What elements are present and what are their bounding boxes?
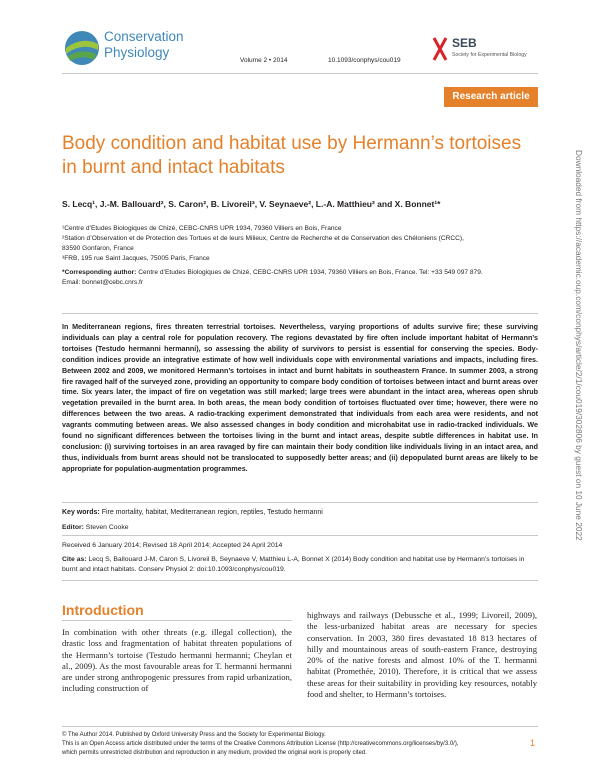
footer-license: This is an Open Access article distributed under the terms of the Creative Commons Attribution License (http://creativecommons.org/licenses/by/3.0/), <box>62 741 459 747</box>
affiliation-2-cont: 83590 Gonfaron, France <box>62 245 134 252</box>
affiliations <box>62 224 538 288</box>
affiliation-1: ¹Centre d’Etudes Biologiques de Chizé, CEBC-CNRS UPR 1934, 79360 Villiers en Bois, France <box>62 225 342 232</box>
society-short: SEB <box>452 36 477 50</box>
keywords <box>62 509 323 516</box>
affiliation-2: ²Station d’Observation et de Protection des Tortues et de leurs Milieux, Centre de Recherche et de Conservation des Chéloniens (CRCC), <box>62 235 464 242</box>
keywords-label: Key words: <box>62 509 100 516</box>
article-title: Body condition and habitat use by Hermann’s tortoises in burnt and intact habitats <box>62 133 522 178</box>
cite-rule <box>62 580 538 581</box>
cite-text: Lecq S, Ballouard J-M, Caron S, Livoreil B, Seynaeve V, Matthieu L-A, Bonnet X (2014) Body condition and habitat use by Hermann’s tortoises in burnt and intact habitats. Conserv Physiol 2: doi:10.1093/conphys/cou019. <box>62 556 525 573</box>
doi-label: 10.1093/conphys/cou019 <box>328 57 401 64</box>
footer-rule <box>62 726 538 727</box>
editor-rule <box>62 535 538 536</box>
cite-label: Cite as: <box>62 556 87 563</box>
intro-rule <box>62 620 292 621</box>
volume-label: Volume 2 • 2014 <box>240 57 288 64</box>
editor-name: Steven Cooke <box>85 524 129 531</box>
editor-label: Editor: <box>62 524 84 531</box>
abstract-top-rule <box>62 313 538 314</box>
author-list: S. Lecq¹, J.-M. Ballouard², S. Caron², B. Livoreil³, V. Seynaeve², L.-A. Matthieu² and X. Bonnet¹* <box>62 199 441 209</box>
citation <box>62 555 538 575</box>
correspondence-label: *Corresponding author: <box>62 269 137 276</box>
seb-logo-icon <box>430 36 450 62</box>
dates: Received 6 January 2014; Revised 18 April 2014; Accepted 24 April 2014 <box>62 542 283 549</box>
article-type-badge: Research article <box>444 87 538 107</box>
journal-name-line1: Conservation <box>104 29 184 44</box>
intro-column-left: In combination with other threats (e.g. illegal collection), the drastic loss and fragmentation of habitat threaten populations of the Hermann’s tortoise (Testudo hermanni hermanni; Cheylan et al., 2009). As the most favourable areas for T. hermanni hermanni are under strong anthropogenic pressures from rapid urbanization, including construction of <box>62 627 292 694</box>
society-full: Society for Experimental Biology <box>452 52 527 58</box>
correspondence-text: Centre d’Etudes Biologiques de Chizé, CEBC-CNRS UPR 1934, 79360 Villiers en Bois, France. Tel: +33 549 097 879. <box>138 269 483 276</box>
journal-name <box>104 29 184 61</box>
correspondence <box>62 268 538 278</box>
keywords-text: Fire mortality, habitat, Mediterranean region, reptiles, Testudo hermanni <box>101 509 323 516</box>
journal-name-line2: Physiology <box>104 45 170 60</box>
page-number: 1 <box>530 738 536 748</box>
footer-permission: which permits unrestricted distribution and reproduction in any medium, provided the original work is properly cited. <box>62 750 367 756</box>
editor <box>62 524 129 531</box>
affiliation-3: ³FRB, 195 rue Saint Jacques, 75005 Paris, France <box>62 255 210 262</box>
header-rule <box>62 73 538 74</box>
introduction-heading: Introduction <box>62 602 144 618</box>
abstract: In Mediterranean regions, fires threaten terrestrial tortoises. Nevertheless, varying proportions of adults survive fire; these surviving individuals can play a central role for population recovery. The regions devastated by fire often include important habitat of Hermann’s tortoises (Testudo hermanni hermanni), so assessing the ability of survivors to persist is essential for conserving the species. Body-condition indices provide an integrative estimate of how well individuals cope with environmental variations and impacts, including fires. Between 2002 and 2009, we monitored Hermann’s tortoises in intact and burnt habitats in southeastern France. In summer 2003, a strong fire ravaged half of the surveyed zone, providing an opportunity to compare body condition of tortoises between intact and burnt areas over time. Six years later, the impact of fire on vegetation was still marked; large trees were abundant in the intact area, whereas open shrub vegetation prevailed in the burnt area. In both areas, the mean body condition of tortoises fluctuated over time; however, there were no differences between the two areas. A radio-tracking experiment demonstrated that individuals from each area were residents, and not vagrants commuting between areas. We also assessed changes in body condition and microhabitat use in radio-tracked individuals. We found no significant differences between the tortoises living in the burnt and intact areas, despite subtle differences in habitat use. In conclusion: (i) surviving tortoises in an area ravaged by fire can maintain their body condition like individuals living in an intact area, and thus, individuals from burnt areas should not be translocated to supposedly better areas; and (ii) depopulated burnt areas are likely to be appropriate for population-augmentation programmes. <box>62 323 538 473</box>
abstract-bottom-rule <box>62 502 538 503</box>
download-note: Downloaded from https://academic.oup.com/conphys/article/2/1/cou019/302806 by guest on 10 June 2022 <box>574 150 584 541</box>
intro-column-right: highways and railways (Debussche et al., 1999; Livoreil, 2009), the less-urbanized habitat areas are necessary for species conservation. In 2003, 380 fires devastated 18 813 hectares of hilly and mountainous areas of south-eastern France, destroying 20% of the native forests and almost 10% of the T. hermanni habitat (Promethée, 2010). Therefore, it is critical that we assess these areas for their suitability in providing key resources, notably food and shelter, to Hermann’s tortoises. <box>307 610 537 700</box>
footer-copyright: © The Author 2014. Published by Oxford University Press and the Society for Experimental Biology. <box>62 732 326 738</box>
correspondence-email[interactable]: Email: bonnet@cebc.cnrs.fr <box>62 279 144 286</box>
